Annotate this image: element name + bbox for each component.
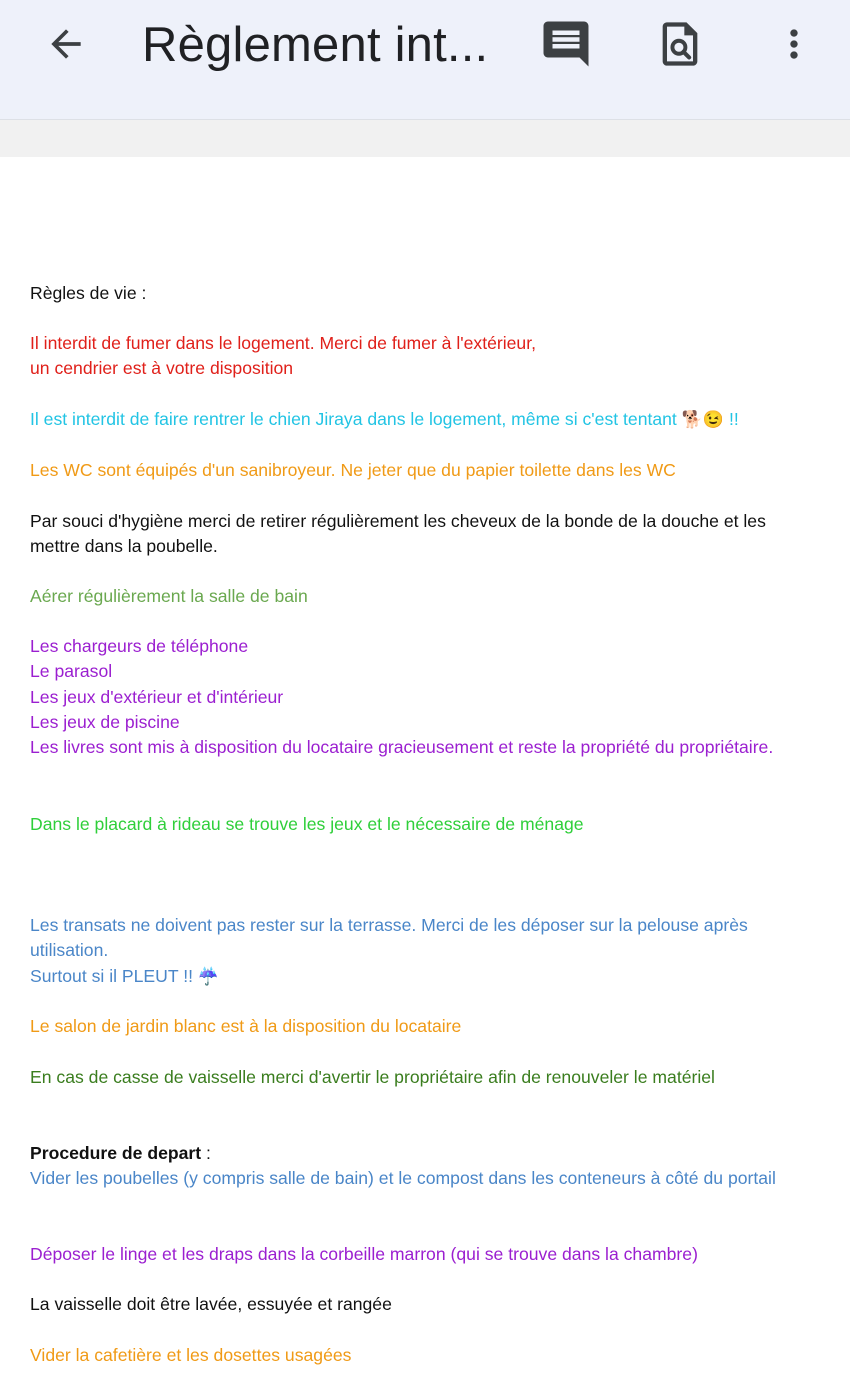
garden-furniture-note: Le salon de jardin blanc est à la disposition du locataire: [30, 1016, 462, 1036]
departure-heading: [30, 1141, 820, 1166]
departure-bins: Vider les poubelles (y compris salle de bain) et le compost dans les conteneurs à côté du portail: [30, 1168, 776, 1188]
departure-linen: Déposer le linge et les draps dans la corbeille marron (qui se trouve dans la chambre): [30, 1244, 698, 1264]
rain-note: Surtout si il PLEUT !!: [30, 965, 193, 986]
hygiene-rule: Par souci d'hygiène merci de retirer régulièrement les cheveux de la bonde de la douche et les mettre dans la poubelle.: [30, 511, 766, 557]
comments-icon: [539, 17, 593, 71]
smoking-rule-line1: Il interdit de fumer dans le logement. Merci de fumer à l'extérieur,: [30, 333, 536, 353]
page-gap: [0, 120, 850, 157]
dog-rule: [30, 407, 820, 432]
list-item: Les jeux de piscine: [30, 711, 180, 732]
more-options-button[interactable]: [764, 14, 824, 74]
find-in-document-icon: [654, 18, 706, 70]
wc-rule: Les WC sont équipés d'un sanibroyeur. Ne jeter que du papier toilette dans les WC: [30, 460, 676, 480]
departure-colon: :: [201, 1143, 211, 1163]
dog-wink-emoji: 🐕😉: [681, 410, 725, 429]
smoking-rule-line2: un cendrier est à votre disposition: [30, 358, 294, 379]
transats-text: Les transats ne doivent pas rester sur la terrasse. Merci de les déposer sur la pelouse après utilisation.: [30, 915, 748, 961]
umbrella-emoji: ☔: [197, 966, 220, 986]
list-item: Les chargeurs de téléphone: [30, 636, 249, 656]
list-item: Les jeux d'extérieur et d'intérieur: [30, 686, 284, 707]
provided-items-list: [30, 634, 820, 760]
back-arrow-icon: [44, 22, 88, 66]
list-item: Les livres sont mis à disposition du locataire gracieusement et reste la propriété du propriétaire.: [30, 737, 774, 758]
aerate-rule: Aérer régulièrement la salle de bain: [30, 586, 308, 606]
departure-dishes: La vaisselle doit être lavée, essuyée et rangée: [30, 1294, 392, 1314]
cupboard-note: Dans le placard à rideau se trouve les jeux et le nécessaire de ménage: [30, 814, 584, 834]
broken-dishes-rule: En cas de casse de vaisselle merci d'avertir le propriétaire afin de renouveler le matériel: [30, 1067, 715, 1087]
departure-coffee: Vider la cafetière et les dosettes usagées: [30, 1345, 352, 1365]
smoking-rule: [30, 331, 820, 382]
comments-button[interactable]: [536, 14, 596, 74]
transats-rule: [30, 913, 820, 989]
list-item: Le parasol: [30, 661, 113, 682]
find-in-document-button[interactable]: [650, 14, 710, 74]
app-bar: [0, 0, 850, 120]
more-vertical-icon: [772, 22, 816, 66]
departure-title: Procedure de depart: [30, 1143, 202, 1163]
document-page[interactable]: [0, 157, 850, 1400]
dog-rule-suffix: !!: [724, 409, 739, 429]
document-title: Règlement int...: [142, 18, 489, 72]
rules-heading: Règles de vie :: [30, 283, 147, 303]
dog-rule-text: Il est interdit de faire rentrer le chien Jiraya dans le logement, même si c'est tentant: [30, 409, 677, 429]
back-button[interactable]: [36, 14, 96, 74]
